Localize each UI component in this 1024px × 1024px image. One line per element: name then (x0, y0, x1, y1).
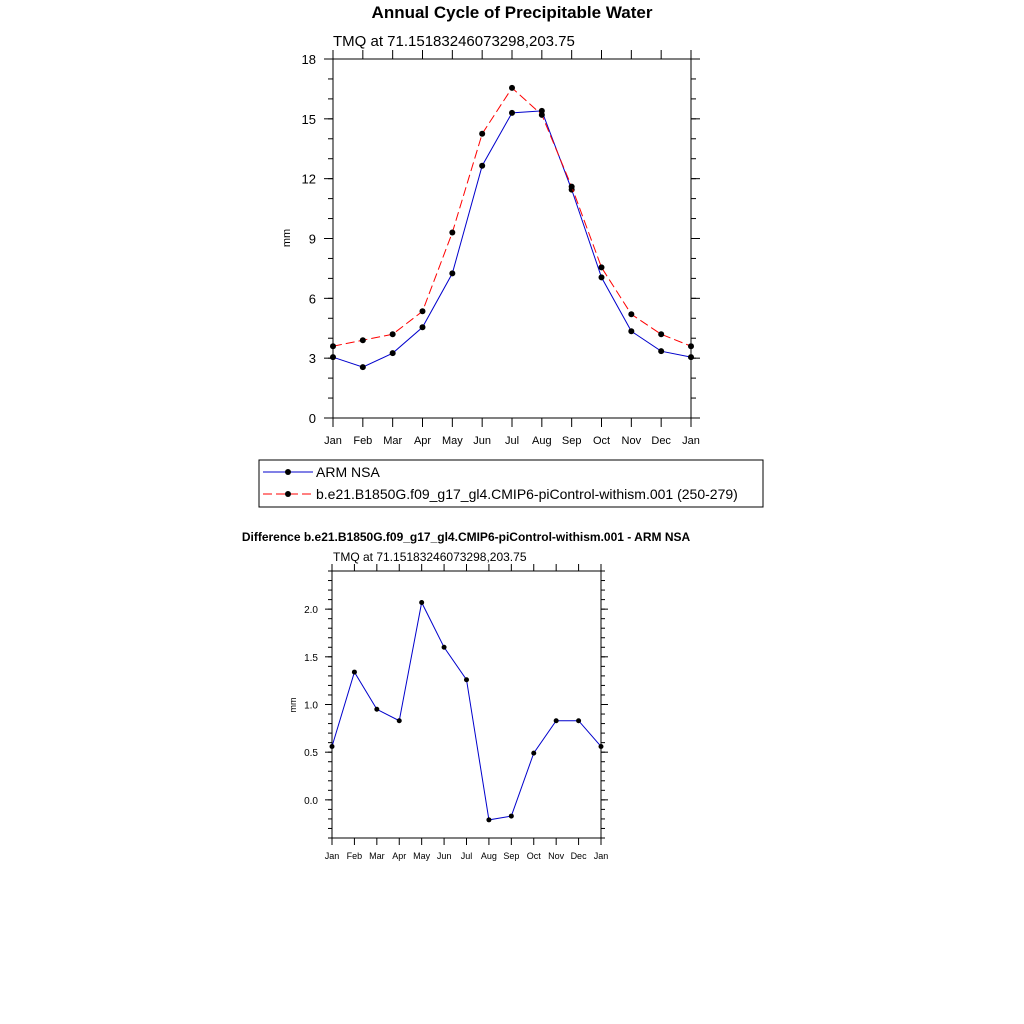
y-tick-label: 9 (308, 231, 316, 247)
data-point (658, 331, 664, 337)
x-tick-label: Jan (324, 851, 340, 861)
data-point (576, 718, 581, 723)
x-tick-label: Jul (504, 435, 520, 447)
plot-area-difference (304, 564, 608, 861)
y-tick-label: 0.0 (304, 795, 318, 807)
x-tick-label: Jun (473, 435, 492, 447)
y-tick-label: 0.5 (304, 748, 318, 760)
legend (259, 460, 763, 507)
x-tick-label: Sep (561, 435, 582, 447)
data-point (599, 264, 605, 270)
x-tick-label: Mar (369, 851, 385, 861)
series-line-0 (332, 602, 601, 819)
plot-frame (332, 571, 601, 838)
x-tick-label: Dec (651, 435, 671, 447)
y-tick-label: 1.5 (304, 652, 318, 664)
series-line-1 (333, 88, 691, 346)
x-tick-label: May (441, 435, 463, 447)
data-point (599, 744, 604, 749)
x-tick-label: Apr (392, 851, 407, 861)
data-point (420, 308, 426, 314)
legend-label-arm-nsa: ARM NSA (316, 464, 380, 480)
data-point (397, 718, 402, 723)
x-tick-label: Oct (526, 851, 541, 861)
data-point (554, 718, 559, 723)
data-point (330, 744, 335, 749)
x-tick-label: Dec (570, 851, 587, 861)
y-tick-label: 3 (308, 351, 316, 367)
x-tick-label: Aug (480, 851, 497, 861)
data-point (464, 677, 469, 682)
difference-y-axis-label: mm (288, 697, 298, 713)
data-point (486, 817, 491, 822)
x-tick-label: Mar (383, 435, 403, 447)
x-tick-label: Jun (436, 851, 452, 861)
difference-subtitle: TMQ at 71.15183246073298,203.75 (333, 550, 527, 564)
data-point (531, 751, 536, 756)
x-tick-label: May (413, 851, 431, 861)
x-tick-label: Sep (503, 851, 520, 861)
y-tick-label: 1.0 (304, 700, 318, 712)
x-tick-label: Jan (593, 851, 609, 861)
x-tick-label: Apr (413, 435, 432, 447)
data-point (420, 324, 426, 330)
y-tick-label: 6 (308, 291, 316, 307)
x-tick-label: Nov (621, 435, 642, 447)
chart-subtitle: TMQ at 71.15183246073298,203.75 (333, 33, 575, 50)
x-tick-label: Feb (353, 435, 373, 447)
legend-label-model: b.e21.B1850G.f09_g17_gl4.CMIP6-piControl-withism.001 (250-279) (316, 486, 738, 502)
x-tick-label: Jan (682, 435, 700, 447)
legend-marker-arm-nsa (285, 469, 291, 475)
data-point (442, 645, 447, 650)
data-point (390, 331, 396, 337)
y-tick-label: 12 (301, 171, 316, 187)
plot-area-annual-cycle (302, 50, 700, 447)
data-point (628, 328, 634, 334)
data-point (569, 184, 575, 190)
data-point (628, 311, 634, 317)
data-point (330, 354, 336, 360)
data-point (374, 707, 379, 712)
data-point (688, 343, 694, 349)
data-point (449, 270, 455, 276)
data-point (330, 343, 336, 349)
x-tick-label: Nov (548, 851, 565, 861)
data-point (599, 274, 605, 280)
data-point (509, 110, 515, 116)
data-point (539, 112, 545, 118)
chart-title: Annual Cycle of Precipitable Water (371, 3, 653, 22)
y-tick-label: 0 (308, 411, 316, 426)
data-point (360, 337, 366, 343)
y-tick-label: 18 (301, 52, 316, 67)
x-tick-label: Jan (324, 435, 342, 447)
data-point (479, 131, 485, 137)
difference-title: Difference b.e21.B1850G.f09_g17_gl4.CMIP6-piControl-withism.001 - ARM NSA (241, 530, 691, 544)
legend-marker-model (285, 491, 291, 497)
data-point (419, 600, 424, 605)
y-axis-label: mm (281, 228, 293, 248)
data-point (390, 350, 396, 356)
y-tick-label: 15 (301, 111, 316, 127)
x-tick-label: Aug (532, 435, 552, 447)
series-line-0 (333, 111, 691, 367)
data-point (352, 670, 357, 675)
data-point (360, 364, 366, 370)
x-tick-label: Oct (592, 435, 611, 447)
x-tick-label: Feb (346, 851, 363, 861)
x-tick-label: Jul (460, 851, 473, 861)
data-point (658, 348, 664, 354)
data-point (479, 163, 485, 169)
data-point (509, 814, 514, 819)
data-point (688, 354, 694, 360)
data-point (449, 230, 455, 236)
data-point (509, 85, 515, 91)
y-tick-label: 2.0 (304, 605, 318, 617)
